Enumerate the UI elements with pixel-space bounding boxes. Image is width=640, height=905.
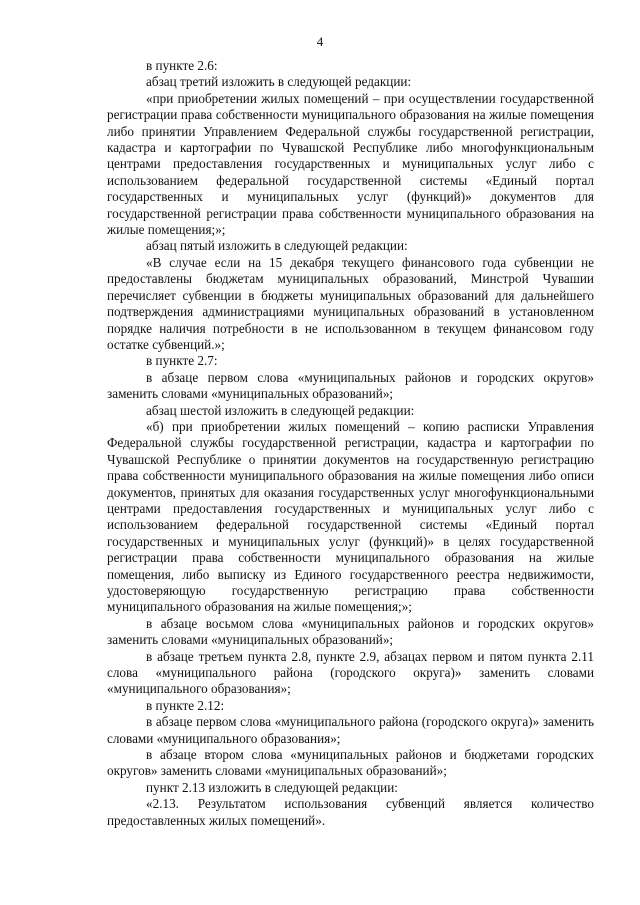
paragraph: абзац третий изложить в следующей редакции: [146, 74, 412, 90]
paragraph: «б) при приобретении жилых помещений – копию расписки Управления Федеральной службы государственной регистрации, кадастра и картографии по Чувашской Республике о принятии документов на государственную регистрацию права собственности муниципального образования на жилые помещения либо описи документов, принятых для оказания государственных услуг многофункциональными центрами предоставления государственных и муниципальных услуг либо с использованием федеральной государственной системы «Единый портал государственных и муниципальных услуг (функций)» в целях государственной регистрации права собственности муниципального образования на жилые помещения, либо выписку из Единого государственного реестра недвижимости, удостоверяющую государственную регистрацию права собственности муниципального образования на жилые помещения;»; [107, 418, 594, 615]
paragraph: в абзаце первом слова «муниципальных районов и городских округов» заменить словами «муниципальных образований»; [107, 369, 594, 402]
paragraph: в абзаце втором слова «муниципальных районов и бюджетами городских округов» заменить словами «муниципальных образований»; [107, 747, 594, 779]
page-number: 4 [316, 34, 324, 49]
paragraph: в пункте 2.7: [146, 353, 218, 369]
document-body [107, 58, 594, 829]
paragraph: в пункте 2.12: [146, 697, 225, 713]
paragraph: в пункте 2.6: [146, 58, 218, 73]
paragraph: «при приобретении жилых помещений – при осуществлении государственной регистрации права собственности муниципального образования на жилые помещения либо принятии Управлением Федеральной службы государственной регистрации, кадастра и картографии по Чувашской Республике либо многофункциональным центрами предоставления государственных и муниципальных услуг либо с использованием федеральной государственной системы «Единый портал государственных и муниципальных услуг (функций)» документов для государственной регистрации права собственности муниципального образования на жилые помещения;»; [107, 90, 594, 238]
paragraph: в абзаце первом слова «муниципального района (городского округа)» заменить словами «муниципального образования»; [107, 714, 594, 746]
paragraph: «В случае если на 15 декабря текущего финансового года субвенции не предоставлены бюджетам муниципальных образований, Минстрой Чувашии перечисляет субвенции в бюджеты муниципальных образований для дальнейшего подтверждения администрациями муниципальных образований в установленном порядке наличия потребности в не использованном в текущем финансовом году остатке субвенций.»; [107, 254, 594, 352]
paragraph: абзац пятый изложить в следующей редакции: [146, 238, 408, 254]
paragraph: в абзаце восьмом слова «муниципальных районов и городских округов» заменить словами «муниципальных образований»; [107, 615, 594, 648]
paragraph: абзац шестой изложить в следующей редакции: [146, 402, 415, 418]
paragraph: пункт 2.13 изложить в следующей редакции: [146, 779, 398, 795]
paragraph: в абзаце третьем пункта 2.8, пункте 2.9, абзацах первом и пятом пункта 2.11 слова «муниципального района (городского округа)» заменить словами «муниципального образования»; [107, 648, 594, 697]
paragraph: «2.13. Результатом использования субвенций является количество предоставленных жилых помещений». [107, 796, 594, 828]
